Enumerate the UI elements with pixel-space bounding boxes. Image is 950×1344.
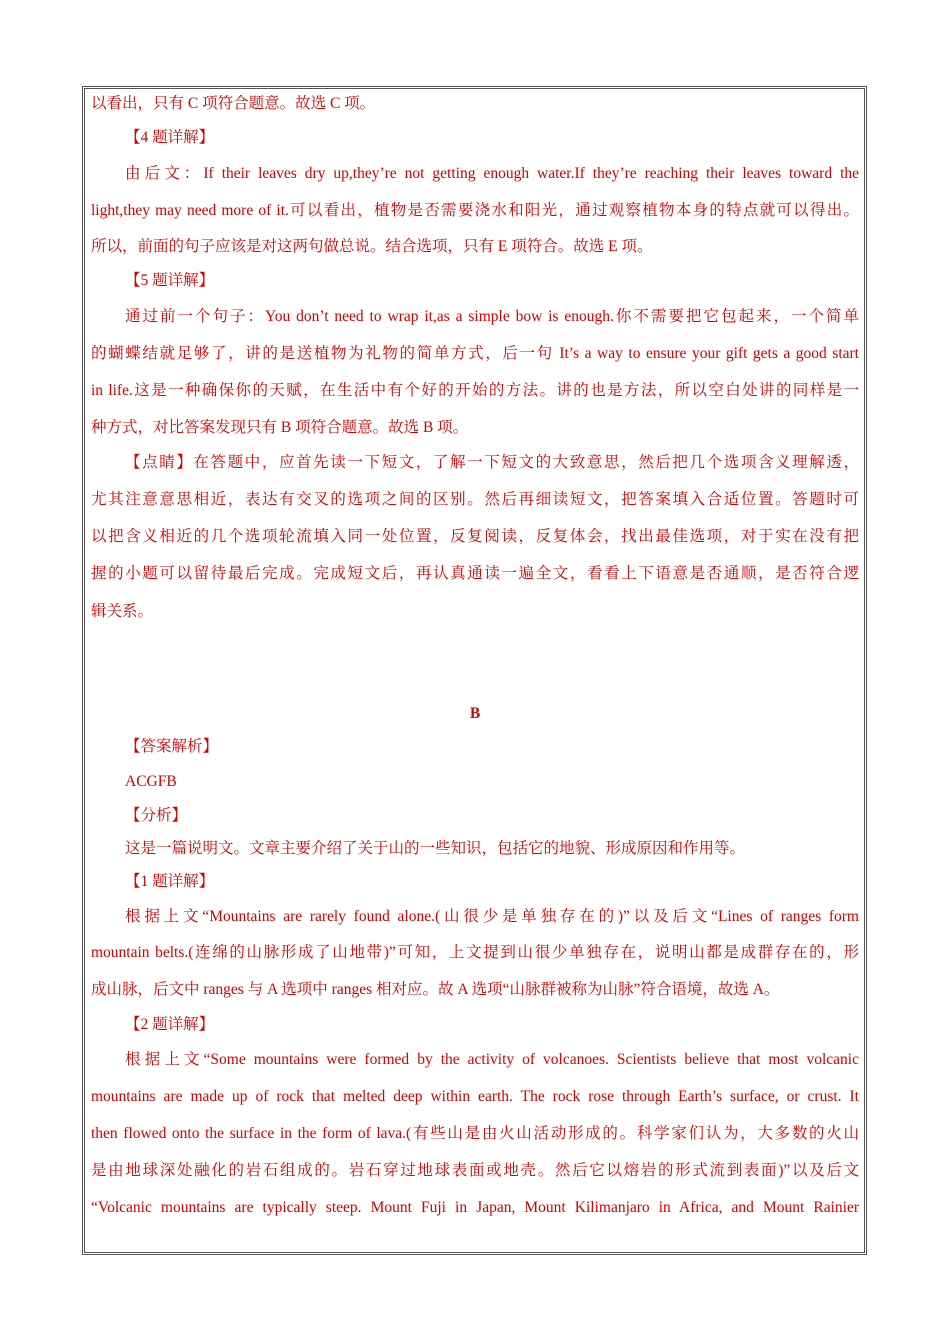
text-line: 成山脉，后文中 ranges 与 A 选项中 ranges 相对应。故 A 选项“山脉群被称为山脉”符合语境，故选 A。: [91, 981, 780, 998]
text-line: 【2 题详解】: [125, 1016, 215, 1033]
text-line: then flowed onto the surface in the form of lava.(有些山是由火山活动形成的。科学家们认为，大多数的火山: [91, 1125, 859, 1142]
text-line: 【点睛】在答题中，应首先读一下短文，了解一下短文的大致意思，然后把几个选项含义理解透，: [125, 454, 859, 471]
text-line: 【分析】: [125, 807, 188, 824]
text-line: ACGFB: [125, 773, 177, 790]
text-line: 所以，前面的句子应该是对这两句做总说。结合选项，只有 E 项符合。故选 E 项。: [91, 238, 653, 255]
text-line: “Volcanic mountains are typically steep. Mount Fuji in Japan, Mount Kilimanjaro in Africa, and Mount Rainier: [91, 1199, 859, 1216]
text-line: 【1 题详解】: [125, 873, 215, 890]
text-line: 种方式，对比答案发现只有 B 项符合题意。故选 B 项。: [91, 419, 469, 436]
text-line: mountain belts.(连绵的山脉形成了山地带)”可知，上文提到山很少单独存在，说明山都是成群存在的，形: [91, 944, 859, 961]
text-line: 通过前一个句子：You don’t need to wrap it,as a simple bow is enough.你不需要把它包起来，一个简单: [125, 308, 859, 325]
text-line: 【4 题详解】: [125, 129, 215, 146]
text-line: 以把含义相近的几个选项轮流填入同一处位置，反复阅读，反复体会，找出最佳选项，对于实在没有把: [91, 528, 859, 545]
text-line: 【5 题详解】: [125, 272, 215, 289]
text-line: 尤其注意意思相近，表达有交叉的选项之间的区别。然后再细读短文，把答案填入合适位置。答题时可: [91, 491, 859, 508]
text-line: 【答案解析】: [125, 738, 219, 755]
text-line: light,they may need more of it.可以看出，植物是否需要浇水和阳光，通过观察植物本身的特点就可以得出。: [91, 202, 859, 219]
text-line: 辑关系。: [91, 603, 154, 620]
text-line: 由后文：If their leaves dry up,they’re not getting enough water.If they’re reaching their leaves toward the: [125, 165, 859, 182]
text-line: 的蝴蝶结就足够了，讲的是送植物为礼物的简单方式，后一句 It’s a way to ensure your gift gets a good start: [91, 345, 859, 362]
text-lines: [91, 95, 859, 1245]
text-line: in life.这是一种确保你的天赋，在生活中有个好的开始的方法。讲的也是方法，所以空白处讲的同样是一: [91, 382, 859, 399]
text-line: 这是一篇说明文。文章主要介绍了关于山的一些知识，包括它的地貌、形成原因和作用等。: [125, 840, 746, 857]
text-line: 是由地球深处融化的岩石组成的。岩石穿过地球表面或地壳。然后它以熔岩的形式流到表面)”以及后文: [91, 1162, 859, 1179]
text-line: 握的小题可以留待最后完成。完成短文后，再认真通读一遍全文，看看上下语意是否通顺，是否符合逻: [91, 565, 859, 582]
text-line: mountains are made up of rock that melted deep within earth. The rock rose through Earth’s surface, or crust. It: [91, 1088, 859, 1105]
text-line: 根据上文“Some mountains were formed by the activity of volcanoes. Scientists believe that most volcanic: [125, 1051, 859, 1068]
section-heading: B: [469, 705, 481, 722]
document-body: [91, 95, 859, 1245]
text-line: 以看出，只有 C 项符合题意。故选 C 项。: [91, 95, 376, 112]
text-line: 根据上文“Mountains are rarely found alone.(山很少是单独存在的)”以及后文“Lines of ranges form: [125, 908, 859, 925]
